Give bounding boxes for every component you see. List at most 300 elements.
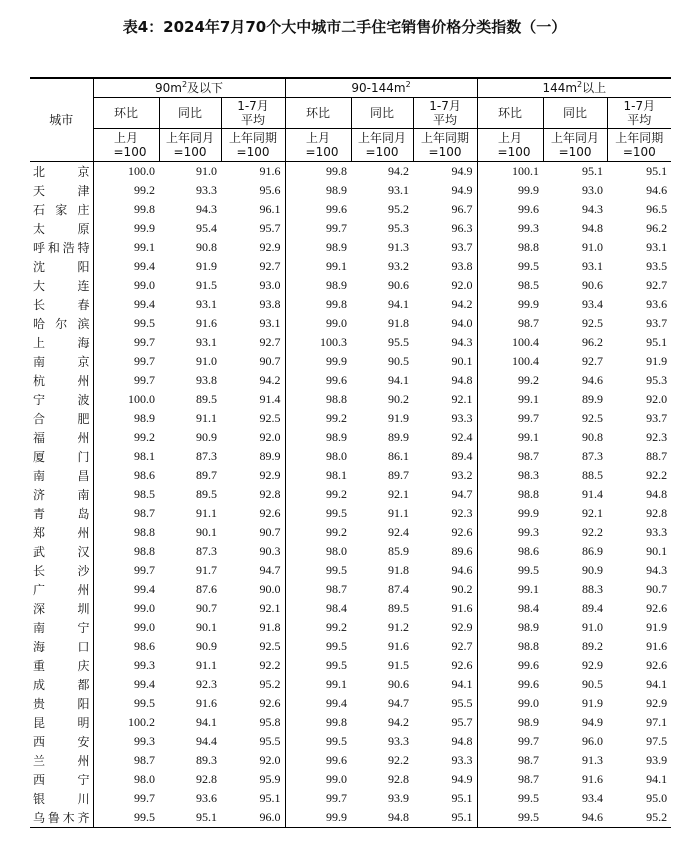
index-value: 94.2 (221, 371, 285, 390)
index-value: 99.5 (326, 506, 348, 520)
index-value: 98.6 (134, 639, 155, 653)
index-value: 95.3 (646, 373, 668, 387)
index-value: 90.1 (196, 525, 217, 539)
table-row (30, 618, 671, 637)
index-value: 99.6 (518, 202, 540, 216)
index-value: 93.8 (413, 257, 477, 276)
index-value: 88.7 (646, 449, 668, 463)
index-value: 98.7 (518, 772, 540, 786)
city-name: 沈阳 (30, 257, 93, 276)
index-value: 99.0 (134, 278, 155, 292)
index-value: 88.3 (582, 582, 604, 596)
index-value: 87.3 (196, 544, 217, 558)
index-value: 94.3 (196, 202, 217, 216)
index-value: 94.6 (543, 808, 607, 828)
index-value: 92.0 (413, 276, 477, 295)
index-value: 91.9 (388, 411, 410, 425)
city-column-header: 城市 (30, 78, 93, 162)
index-value: 96.7 (413, 200, 477, 219)
index-value: 91.0 (582, 240, 604, 254)
sub-header: 环比 (285, 98, 351, 129)
city-name: 呼和浩特 (30, 238, 93, 257)
index-value: 92.7 (646, 278, 668, 292)
city-name: 海口 (30, 637, 93, 656)
index-value: 100.4 (512, 335, 540, 349)
index-value: 95.2 (607, 808, 671, 828)
table-row (30, 409, 671, 428)
index-value: 95.1 (413, 789, 477, 808)
index-value: 90.1 (646, 544, 668, 558)
city-name: 深圳 (30, 599, 93, 618)
index-value: 91.5 (388, 658, 410, 672)
index-value: 92.6 (646, 658, 668, 672)
table-row (30, 466, 671, 485)
index-value: 98.4 (326, 601, 348, 615)
table-row (30, 352, 671, 371)
index-value: 94.9 (582, 715, 604, 729)
index-value: 94.8 (413, 371, 477, 390)
index-value: 94.6 (646, 183, 668, 197)
index-value: 99.8 (326, 297, 348, 311)
index-value: 100.4 (512, 354, 540, 368)
index-value: 94.3 (646, 563, 668, 577)
city-name: 哈尔滨 (30, 314, 93, 333)
index-value: 95.9 (221, 770, 285, 789)
index-value: 98.0 (134, 772, 155, 786)
index-value: 94.1 (388, 297, 410, 311)
index-value: 96.3 (413, 219, 477, 238)
index-value: 93.2 (388, 259, 410, 273)
index-value: 92.5 (582, 316, 604, 330)
index-value: 99.2 (518, 373, 540, 387)
index-value: 94.9 (413, 181, 477, 200)
table-body (30, 162, 671, 828)
index-value: 92.5 (582, 411, 604, 425)
base-header: 上年同期=100 (413, 129, 477, 162)
index-value: 92.8 (388, 772, 410, 786)
index-value: 99.1 (326, 259, 348, 273)
index-value: 95.7 (413, 713, 477, 732)
index-value: 94.8 (413, 732, 477, 751)
index-value: 92.9 (221, 466, 285, 485)
index-value: 93.1 (196, 335, 217, 349)
index-value: 94.1 (196, 715, 217, 729)
index-value: 95.5 (388, 335, 410, 349)
sub-header: 同比 (351, 98, 413, 129)
index-value: 93.3 (196, 183, 217, 197)
index-value: 96.2 (582, 335, 604, 349)
city-name: 青岛 (30, 504, 93, 523)
city-name: 厦门 (30, 447, 93, 466)
index-value: 90.1 (413, 352, 477, 371)
index-value: 97.1 (646, 715, 668, 729)
index-value: 95.2 (221, 675, 285, 694)
index-value: 99.6 (326, 202, 348, 216)
city-name: 杭州 (30, 371, 93, 390)
index-value: 99.7 (326, 221, 348, 235)
index-value: 99.2 (326, 525, 348, 539)
city-name: 南京 (30, 352, 93, 371)
index-value: 92.6 (646, 601, 668, 615)
index-value: 99.6 (326, 753, 348, 767)
city-name: 济南 (30, 485, 93, 504)
index-value: 99.8 (326, 164, 348, 178)
index-value: 92.7 (221, 257, 285, 276)
index-value: 99.1 (518, 430, 540, 444)
base-header: 上月=100 (477, 129, 543, 162)
city-name: 石家庄 (30, 200, 93, 219)
index-value: 99.8 (134, 202, 155, 216)
index-value: 89.2 (582, 639, 604, 653)
index-value: 93.0 (582, 183, 604, 197)
index-value: 95.1 (221, 789, 285, 808)
table-row (30, 390, 671, 409)
index-value: 99.5 (326, 658, 348, 672)
city-name: 北京 (30, 162, 93, 182)
index-value: 93.8 (196, 373, 217, 387)
index-value: 99.5 (326, 563, 348, 577)
city-name: 乌鲁木齐 (30, 808, 93, 828)
index-value: 95.1 (159, 808, 221, 828)
index-value: 98.9 (326, 183, 348, 197)
index-value: 91.6 (221, 162, 285, 182)
table-row (30, 637, 671, 656)
index-value: 90.5 (388, 354, 410, 368)
index-value: 90.7 (646, 582, 668, 596)
index-value: 93.3 (413, 751, 477, 770)
index-value: 94.8 (351, 808, 413, 828)
index-value: 90.7 (221, 352, 285, 371)
index-value: 94.0 (413, 314, 477, 333)
table-row (30, 162, 671, 182)
city-name: 西安 (30, 732, 93, 751)
index-value: 91.5 (196, 278, 217, 292)
index-value: 92.0 (221, 428, 285, 447)
index-value: 92.3 (646, 430, 668, 444)
index-value: 91.9 (196, 259, 217, 273)
index-value: 99.5 (477, 808, 543, 828)
index-value: 95.0 (646, 791, 668, 805)
index-value: 99.2 (326, 620, 348, 634)
index-value: 99.4 (326, 696, 348, 710)
index-value: 92.2 (388, 753, 410, 767)
index-value: 99.5 (93, 808, 159, 828)
index-value: 98.9 (326, 240, 348, 254)
index-value: 93.1 (582, 259, 604, 273)
index-value: 95.1 (646, 164, 668, 178)
table-row (30, 713, 671, 732)
index-value: 99.7 (134, 354, 155, 368)
index-value: 98.8 (326, 392, 348, 406)
index-value: 99.7 (134, 791, 155, 805)
index-value: 94.9 (413, 770, 477, 789)
index-value: 95.6 (221, 181, 285, 200)
index-value: 100.3 (320, 335, 348, 349)
index-value: 99.0 (518, 696, 540, 710)
index-value: 94.1 (646, 772, 668, 786)
index-value: 91.6 (196, 316, 217, 330)
base-header: 上年同月=100 (351, 129, 413, 162)
index-value: 94.7 (413, 485, 477, 504)
index-value: 98.9 (518, 715, 540, 729)
index-value: 97.5 (646, 734, 668, 748)
index-value: 99.2 (134, 430, 155, 444)
index-value: 99.1 (518, 392, 540, 406)
index-value: 99.6 (518, 677, 540, 691)
table-row (30, 276, 671, 295)
index-value: 94.7 (221, 561, 285, 580)
table-row (30, 656, 671, 675)
index-value: 93.7 (413, 238, 477, 257)
index-value: 99.9 (285, 808, 351, 828)
index-value: 92.6 (413, 523, 477, 542)
index-value: 93.6 (196, 791, 217, 805)
index-value: 92.0 (221, 751, 285, 770)
index-value: 98.0 (326, 449, 348, 463)
index-value: 92.5 (221, 637, 285, 656)
index-value: 99.9 (134, 221, 155, 235)
index-value: 95.5 (221, 732, 285, 751)
index-value: 87.3 (196, 449, 217, 463)
index-value: 93.1 (388, 183, 410, 197)
base-header: 上年同月=100 (159, 129, 221, 162)
index-value: 94.9 (413, 162, 477, 182)
base-header: 上年同期=100 (607, 129, 671, 162)
index-value: 100.0 (128, 164, 155, 178)
index-value: 100.2 (128, 715, 155, 729)
index-value: 87.4 (388, 582, 410, 596)
city-name: 广州 (30, 580, 93, 599)
table-row (30, 295, 671, 314)
index-value: 91.3 (388, 240, 410, 254)
index-value: 91.9 (646, 620, 668, 634)
index-value: 93.2 (413, 466, 477, 485)
index-value: 99.9 (518, 506, 540, 520)
index-value: 91.8 (388, 563, 410, 577)
index-value: 99.3 (134, 734, 155, 748)
index-value: 93.3 (388, 734, 410, 748)
table-row (30, 580, 671, 599)
city-name: 兰州 (30, 751, 93, 770)
index-value: 96.5 (646, 202, 668, 216)
index-value: 89.4 (413, 447, 477, 466)
index-value: 99.9 (326, 354, 348, 368)
index-value: 91.3 (582, 753, 604, 767)
index-value: 92.7 (582, 354, 604, 368)
index-value: 91.1 (388, 506, 410, 520)
index-value: 98.8 (518, 487, 540, 501)
index-value: 99.7 (518, 411, 540, 425)
table-row (30, 333, 671, 352)
index-value: 93.7 (646, 316, 668, 330)
index-value: 99.0 (134, 620, 155, 634)
table-row (30, 314, 671, 333)
table-row (30, 447, 671, 466)
index-value: 99.5 (326, 639, 348, 653)
table-row (30, 371, 671, 390)
index-value: 91.8 (221, 618, 285, 637)
index-value: 99.7 (518, 734, 540, 748)
table-row (30, 561, 671, 580)
index-value: 89.5 (196, 392, 217, 406)
index-value: 99.0 (326, 316, 348, 330)
base-header: 上月=100 (285, 129, 351, 162)
index-value: 99.4 (134, 297, 155, 311)
index-value: 90.6 (388, 677, 410, 691)
index-value: 91.6 (582, 772, 604, 786)
index-value: 89.9 (582, 392, 604, 406)
base-header: 上月=100 (93, 129, 159, 162)
index-value: 99.8 (326, 715, 348, 729)
index-value: 90.8 (582, 430, 604, 444)
index-value: 91.1 (196, 658, 217, 672)
city-name: 长沙 (30, 561, 93, 580)
index-value: 98.6 (134, 468, 155, 482)
index-value: 95.4 (196, 221, 217, 235)
index-value: 98.6 (518, 544, 540, 558)
index-value: 91.6 (196, 696, 217, 710)
index-value: 98.0 (326, 544, 348, 558)
index-value: 96.0 (221, 808, 285, 828)
index-value: 96.2 (646, 221, 668, 235)
index-value: 92.9 (221, 238, 285, 257)
index-value: 99.5 (518, 791, 540, 805)
index-value: 92.9 (582, 658, 604, 672)
index-value: 99.5 (518, 563, 540, 577)
index-value: 92.6 (221, 504, 285, 523)
index-value: 94.8 (646, 487, 668, 501)
index-value: 93.1 (221, 314, 285, 333)
index-value: 98.7 (134, 753, 155, 767)
index-value: 93.5 (646, 259, 668, 273)
index-value: 94.6 (582, 373, 604, 387)
index-value: 92.2 (582, 525, 604, 539)
city-name: 上海 (30, 333, 93, 352)
index-value: 98.5 (518, 278, 540, 292)
index-value: 94.1 (646, 677, 668, 691)
index-value: 96.0 (582, 734, 604, 748)
index-value: 93.9 (388, 791, 410, 805)
index-value: 94.2 (413, 295, 477, 314)
index-value: 93.6 (646, 297, 668, 311)
index-value: 89.7 (388, 468, 410, 482)
index-value: 94.6 (413, 561, 477, 580)
index-value: 99.4 (134, 259, 155, 273)
index-value: 99.2 (326, 487, 348, 501)
index-value: 99.5 (326, 734, 348, 748)
table-row (30, 181, 671, 200)
index-value: 99.3 (518, 525, 540, 539)
sub-header: 1-7月平均 (413, 98, 477, 129)
table-row (30, 542, 671, 561)
index-value: 99.6 (326, 373, 348, 387)
index-value: 99.0 (134, 601, 155, 615)
index-value: 90.9 (582, 563, 604, 577)
index-value: 92.9 (646, 696, 668, 710)
table-row (30, 599, 671, 618)
city-name: 南宁 (30, 618, 93, 637)
index-value: 93.8 (221, 295, 285, 314)
index-value: 95.1 (413, 808, 477, 828)
index-value: 92.6 (413, 656, 477, 675)
index-value: 89.9 (221, 447, 285, 466)
index-value: 100.1 (512, 164, 540, 178)
city-name: 合肥 (30, 409, 93, 428)
index-value: 93.1 (196, 297, 217, 311)
index-value: 90.9 (196, 639, 217, 653)
index-value: 92.7 (221, 333, 285, 352)
index-value: 91.4 (221, 390, 285, 409)
index-value: 87.6 (196, 582, 217, 596)
index-value: 98.8 (134, 544, 155, 558)
index-value: 99.5 (518, 259, 540, 273)
index-value: 90.2 (388, 392, 410, 406)
city-name: 银川 (30, 789, 93, 808)
index-value: 99.2 (134, 183, 155, 197)
index-value: 91.4 (582, 487, 604, 501)
city-name: 昆明 (30, 713, 93, 732)
index-value: 99.2 (326, 411, 348, 425)
index-value: 98.8 (518, 639, 540, 653)
index-value: 98.9 (326, 430, 348, 444)
sub-header: 1-7月平均 (607, 98, 671, 129)
index-value: 99.7 (134, 563, 155, 577)
index-value: 98.1 (326, 468, 348, 482)
city-name: 重庆 (30, 656, 93, 675)
table-row (30, 732, 671, 751)
index-value: 94.3 (582, 202, 604, 216)
index-value: 92.2 (221, 656, 285, 675)
table-row (30, 694, 671, 713)
group-header-medium: $90-144m^2$ (285, 78, 477, 98)
index-value: 92.1 (582, 506, 604, 520)
index-value: 94.1 (388, 373, 410, 387)
index-value: 94.4 (196, 734, 217, 748)
index-value: 98.4 (518, 601, 540, 615)
table-row (30, 751, 671, 770)
index-value: 99.1 (134, 240, 155, 254)
table-row (30, 485, 671, 504)
index-value: 90.0 (221, 580, 285, 599)
index-value: 86.1 (388, 449, 410, 463)
index-value: 90.7 (221, 523, 285, 542)
index-value: 91.6 (388, 639, 410, 653)
index-value: 98.7 (518, 316, 540, 330)
index-value: 90.9 (196, 430, 217, 444)
index-value: 92.8 (646, 506, 668, 520)
index-value: 99.5 (134, 696, 155, 710)
index-value: 94.2 (388, 715, 410, 729)
group-header-large: $144m^2$以上 (477, 78, 671, 98)
index-value: 99.1 (518, 582, 540, 596)
sub-header: 同比 (543, 98, 607, 129)
table-row (30, 523, 671, 542)
table-row (30, 238, 671, 257)
index-value: 98.9 (518, 620, 540, 634)
table-row (30, 675, 671, 694)
index-value: 89.4 (582, 601, 604, 615)
base-header: 上年同期=100 (221, 129, 285, 162)
table-row (30, 219, 671, 238)
city-name: 大连 (30, 276, 93, 295)
index-value: 95.3 (388, 221, 410, 235)
index-value: 99.5 (134, 316, 155, 330)
index-value: 90.7 (196, 601, 217, 615)
index-value: 98.7 (326, 582, 348, 596)
index-value: 91.9 (582, 696, 604, 710)
index-value: 89.3 (196, 753, 217, 767)
group-header-small: $90m^2$及以下 (93, 78, 285, 98)
